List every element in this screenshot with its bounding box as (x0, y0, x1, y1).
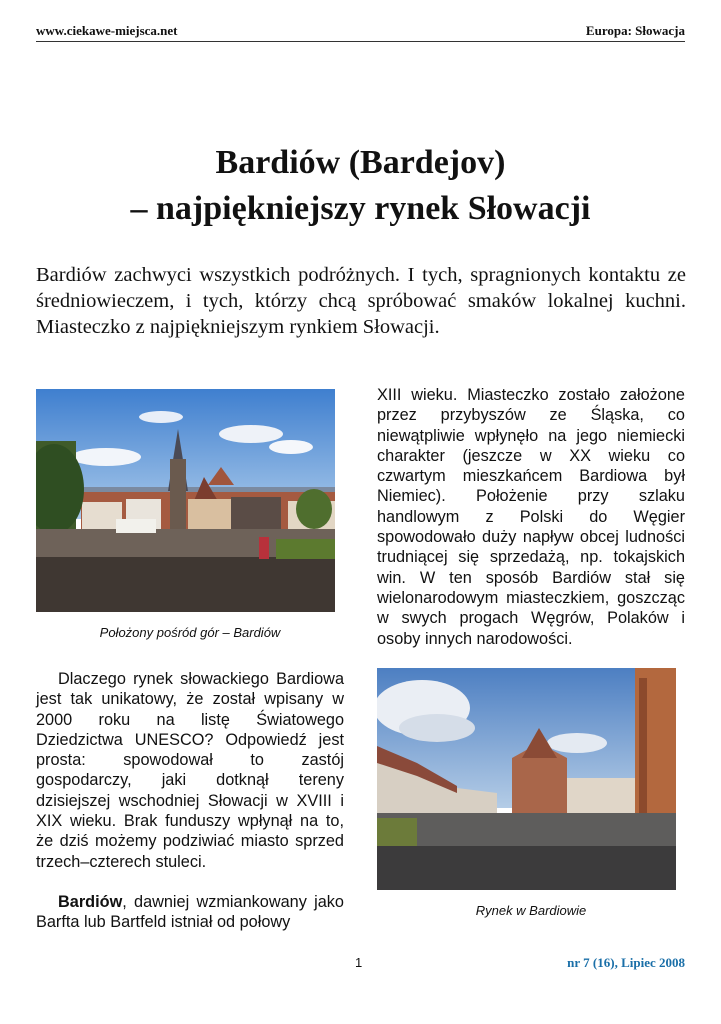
page-number: 1 (355, 955, 363, 970)
article-lead: Bardiów zachwyci wszystkich podróżnych. I tych, spragnionych kontaktu ze średniowieczem, i tych, którzy chcą spróbować smaków lokalnej kuchni. Miasteczko z najpiękniejszym rynkiem Słowacji. (36, 264, 686, 338)
page-header (36, 22, 685, 42)
photo-bardejov-square (36, 389, 335, 612)
site-url: www.ciekawe-miejsca.net (36, 23, 178, 38)
figure-2-caption: Rynek w Bardiowie (475, 903, 587, 918)
paragraph: Dlaczego rynek słowackiego Bardiowa jest tak unikatowy, że został wpisany w 2000 roku na listę Światowego Dziedzictwa UNESCO? Odpowiedź jest prosta: spowodował to zastój gospodarczy, jaki dotknął tereny dzisiejszej wschodniej Słowacji w XVIII i XIX wieku. Brak funduszy wpłynął na to, że dziś możemy podziwiać miasto sprzed trzech–czterech stuleci. (36, 670, 344, 871)
paragraph: XIII wieku. Miasteczko zostało założone przez przybyszów ze Śląska, co niewątpliwie wpłynęło na jego niemiecki charakter (jeszcze w XX wieku co czwartym mieszkańcem Bardiowa był Niemiec). Położenie przy szlaku handlowym z Polski do Węgier spowodowało duży napływ obcej ludności trudniącej się sprzedażą, np. tokajskich win. W ten sposób Bardiów stał się wielonarodowym miasteczkiem, goszcząc w swych progach Węgrów, Polaków i osoby innych narodowości. (377, 386, 685, 648)
right-column (377, 385, 685, 649)
left-column (36, 669, 344, 933)
bold-term: Bardiów (58, 892, 123, 911)
figure-1-caption: Położony pośród gór – Bardiów (99, 625, 281, 640)
section-label: Europa: Słowacja (585, 23, 685, 38)
photo-market-square (377, 668, 676, 890)
title-line-1: Bardiów (Bardejov) (215, 144, 506, 181)
article-title (36, 140, 685, 232)
paragraph-text: , dawniej wzmiankowany jako Barfta lub Bartfeld istniał od połowy (36, 892, 344, 932)
paragraph (36, 892, 344, 933)
title-line-2: – najpiękniejszy rynek Słowacji (130, 190, 591, 227)
issue-info: nr 7 (16), Lipiec 2008 (567, 955, 685, 970)
